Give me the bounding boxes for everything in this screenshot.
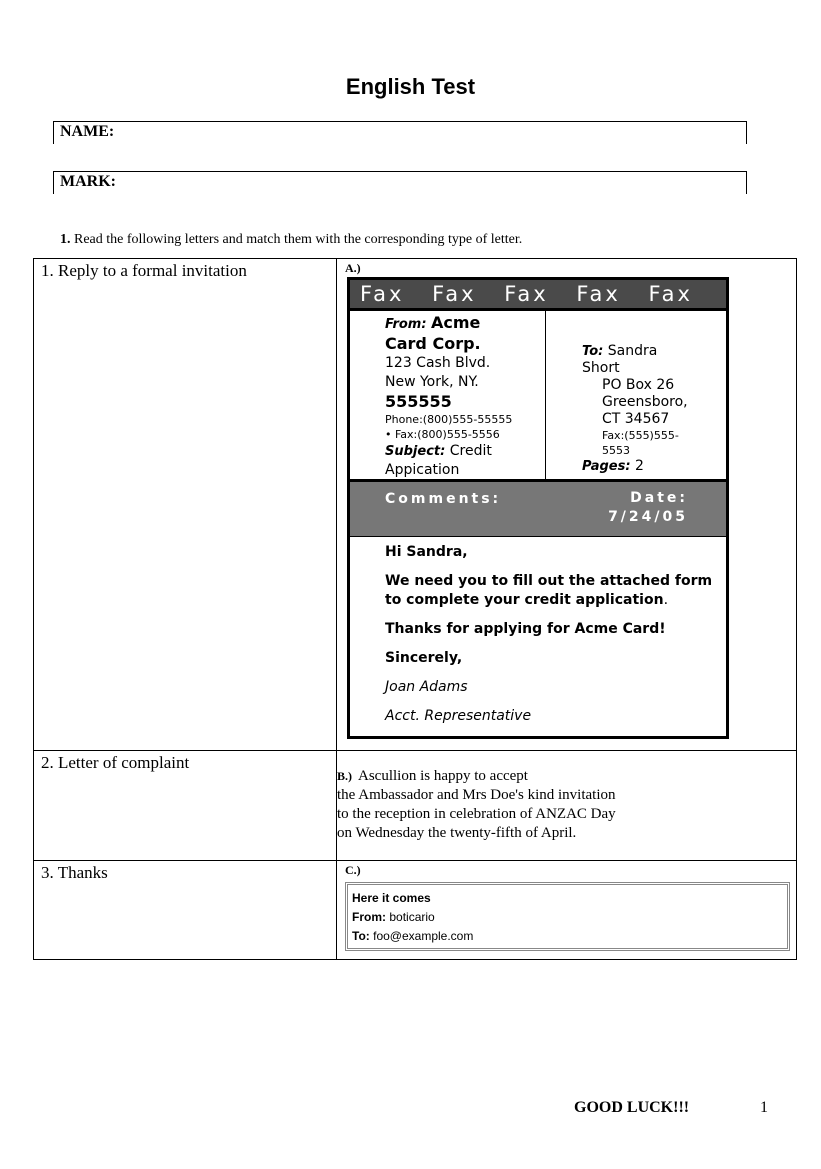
- letter-a-cell: [337, 259, 797, 751]
- letter-c-cell: [337, 861, 797, 960]
- date-value: 7/24/05: [608, 509, 688, 525]
- letter-b-line-4: on Wednesday the twenty-fifth of April.: [337, 825, 577, 841]
- good-luck-text: GOOD LUCK!!!: [574, 1099, 690, 1116]
- to-fax-2: 5553: [602, 444, 630, 457]
- fax-header: Fax Fax Fax Fax Fax: [350, 280, 726, 308]
- fax-address-block: [350, 308, 726, 482]
- letter-b-cell: [337, 751, 797, 861]
- page-number: 1: [760, 1099, 768, 1116]
- to-name-2: Short: [582, 360, 620, 376]
- comments-label: Comments:: [385, 491, 502, 507]
- fax-document: [347, 277, 729, 739]
- to-address-2: Greensboro,: [602, 394, 688, 410]
- letter-type-3: 3. Thanks: [34, 861, 337, 960]
- letter-b-line-1: Ascullion is happy to accept: [358, 768, 528, 784]
- name-field[interactable]: [53, 121, 747, 144]
- email-from-label: From:: [352, 910, 386, 924]
- email-subject: Here it comes: [352, 891, 431, 905]
- letter-type-2: 2. Letter of complaint: [34, 751, 337, 861]
- from-phone: Phone:(800)555-55555: [385, 413, 513, 426]
- fax-position: Acct. Representative: [385, 708, 532, 724]
- letter-a-label: A.): [345, 261, 361, 275]
- table-row: [34, 861, 797, 960]
- to-address-3: CT 34567: [602, 411, 670, 427]
- from-label: From:: [385, 317, 427, 332]
- fax-to-block: [546, 311, 726, 479]
- email-header-box: [345, 882, 790, 951]
- mark-field[interactable]: [53, 171, 747, 194]
- page-title: English Test: [345, 74, 476, 99]
- fax-body: [350, 537, 726, 736]
- name-label: NAME:: [60, 123, 115, 140]
- from-address-2: New York, NY.: [385, 374, 479, 390]
- pages-value: 2: [634, 458, 644, 474]
- email-header-inner: [347, 884, 788, 949]
- letter-c-label: C.): [345, 863, 361, 877]
- email-to-label: To:: [352, 929, 370, 943]
- to-address-1: PO Box 26: [602, 377, 675, 393]
- from-fax: • Fax:(800)555-5556: [385, 428, 500, 441]
- fax-closing: Sincerely,: [385, 650, 463, 666]
- email-from-value: boticario: [389, 910, 435, 924]
- instruction-number: 1.: [60, 232, 71, 247]
- matching-table: [33, 258, 797, 960]
- to-fax-1: Fax:(555)555-: [602, 429, 679, 442]
- email-to-value: foo@example.com: [373, 929, 474, 943]
- fax-signature: Joan Adams: [385, 679, 468, 695]
- letter-b-line-3: to the reception in celebration of ANZAC Day: [337, 806, 616, 822]
- subject-1: Credit: [449, 443, 492, 459]
- fax-greeting: Hi Sandra,: [385, 544, 468, 560]
- letter-b-label: B.): [337, 769, 352, 783]
- letter-type-1: 1. Reply to a formal invitation: [34, 259, 337, 751]
- to-label: To:: [582, 344, 604, 359]
- from-company-1: Acme: [431, 313, 481, 332]
- fax-body-1-end: .: [663, 592, 669, 608]
- instruction: [60, 232, 522, 248]
- subject-2: Appication: [385, 462, 460, 478]
- table-row: [34, 751, 797, 861]
- pages-label: Pages:: [582, 459, 631, 474]
- fax-body-2: Thanks for applying for Acme Card!: [385, 621, 666, 637]
- from-address-3: 555555: [385, 392, 452, 411]
- letter-b-line-2: the Ambassador and Mrs Doe's kind invitation: [337, 787, 616, 803]
- instruction-text: Read the following letters and match them with the corresponding type of letter.: [74, 232, 523, 247]
- date-block: [608, 482, 688, 536]
- fax-body-paragraph-1: [385, 572, 716, 610]
- fax-from-block: [350, 311, 546, 479]
- from-company-2: Card Corp.: [385, 334, 481, 353]
- subject-label: Subject:: [385, 444, 446, 459]
- mark-label: MARK:: [60, 173, 116, 190]
- to-name-1: Sandra: [607, 343, 658, 359]
- fax-body-1: We need you to fill out the attached form to complete your credit application: [385, 573, 713, 608]
- date-label: Date:: [630, 490, 688, 506]
- letter-b-text: [337, 767, 796, 843]
- table-row: [34, 259, 797, 751]
- from-address-1: 123 Cash Blvd.: [385, 355, 491, 371]
- fax-comments-bar: [350, 482, 726, 537]
